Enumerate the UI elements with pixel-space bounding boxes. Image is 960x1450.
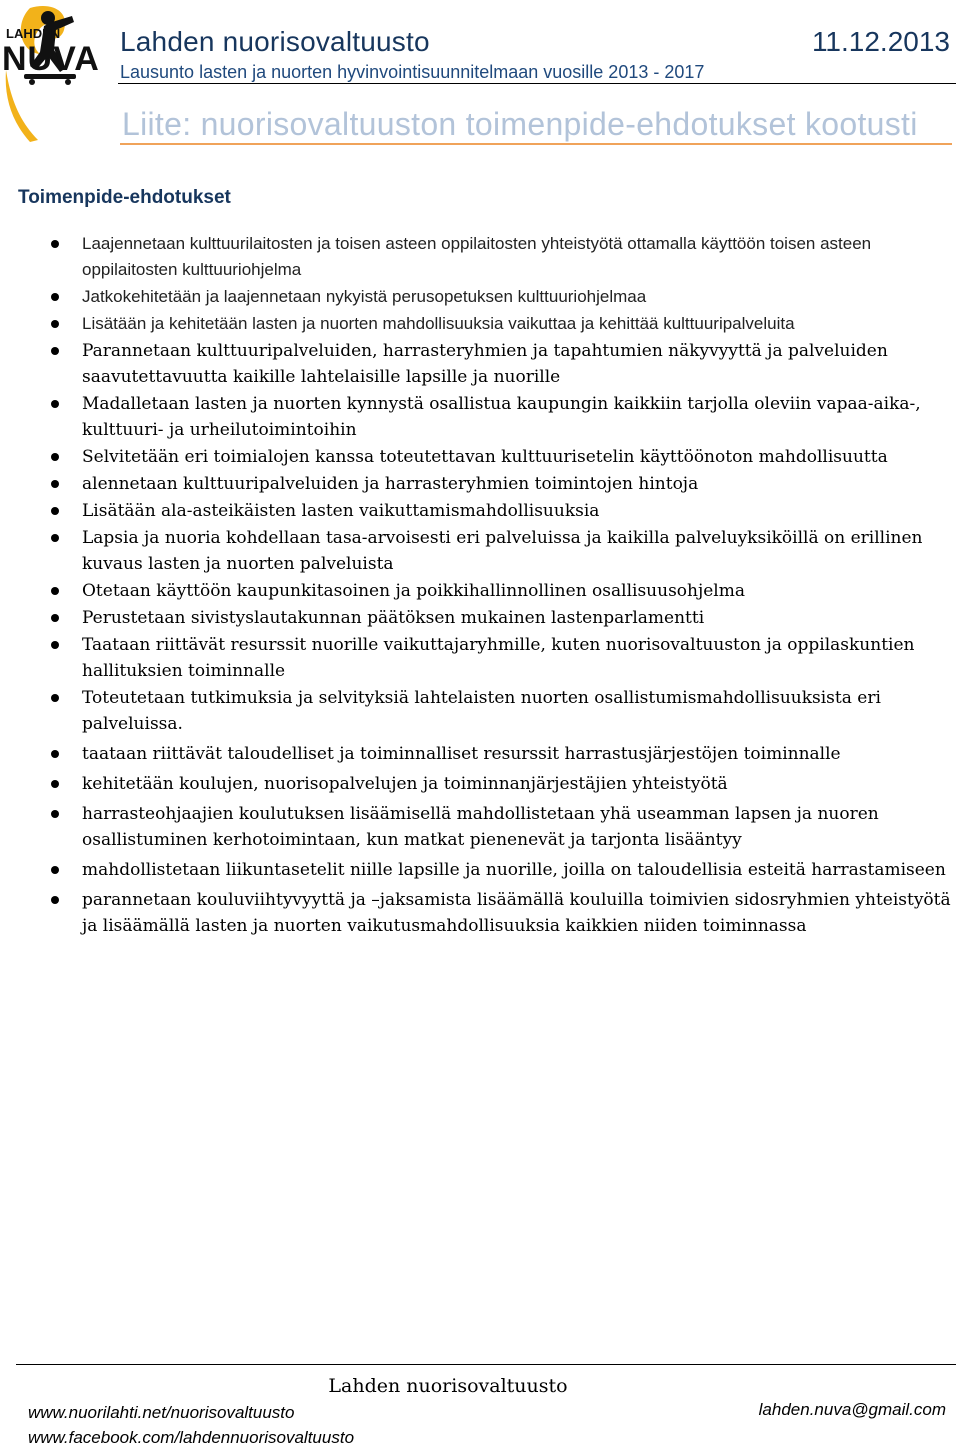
- header-divider: [118, 83, 956, 84]
- header-date: 11.12.2013: [811, 26, 950, 57]
- list-item: Lapsia ja nuoria kohdellaan tasa-arvoisesti eri palveluissa ja kaikilla palveluyksiköillä on erillinen kuvaus lasten ja nuorten palveluista: [0, 525, 960, 577]
- list-item: Selvitetään eri toimialojen kanssa toteutettavan kulttuurisetelin käyttöönoton mahdollisuutta: [0, 444, 960, 470]
- list-item: Otetaan käyttöön kaupunkitasoinen ja poikkihallinnollinen osallisuusohjelma: [0, 578, 960, 604]
- list-item: Lisätään ala-asteikäisten lasten vaikuttamismahdollisuuksia: [0, 498, 960, 524]
- header-subtitle: Lausunto lasten ja nuorten hyvinvointisuunnitelmaan vuosille 2013 - 2017: [120, 62, 705, 82]
- footer-divider: [16, 1364, 956, 1365]
- appendix-underline: [120, 143, 952, 145]
- list-item: Parannetaan kulttuuripalveluiden, harrasteryhmien ja tapahtumien näkyvyyttä ja palveluiden saavutettavuutta kaikille lahtelaisille lapsille ja nuorille: [0, 338, 960, 390]
- header-title: Lahden nuorisovaltuusto: [120, 26, 430, 57]
- list-item: mahdollistetaan liikuntasetelit niille lapsille ja nuorille, joilla on taloudellisia esteitä harrastamiseen: [0, 857, 960, 883]
- list-item: Jatkokehitetään ja laajennetaan nykyistä perusopetuksen kulttuuriohjelmaa: [0, 284, 960, 310]
- list-item: Lisätään ja kehitetään lasten ja nuorten mahdollisuuksia vaikuttaa ja kehittää kulttuuripalveluita: [0, 311, 960, 337]
- footer-links: [28, 1400, 354, 1450]
- logo-bottom-text: NUVA: [2, 40, 100, 78]
- list-item: Toteutetaan tutkimuksia ja selvityksiä lahtelaisten nuorten osallistumismahdollisuuksista eri palveluissa.: [0, 685, 960, 737]
- list-item: Laajennetaan kulttuurilaitosten ja toisen asteen oppilaitosten yhteistyötä ottamalla käyttöön toisen asteen oppilaitosten kulttuuriohjelma: [0, 231, 960, 283]
- list-item: Madalletaan lasten ja nuorten kynnystä osallistua kaupungin kaikkiin tarjolla oleviin vapaa-aika-, kulttuuri- ja urheilutoimintoihin: [0, 391, 960, 443]
- proposal-list: [0, 231, 960, 940]
- footer-email-link[interactable]: lahden.nuva@gmail.com: [758, 1400, 946, 1419]
- nuva-logo: [0, 0, 105, 145]
- list-item: kehitetään koulujen, nuorisopalvelujen ja toiminnanjärjestäjien yhteistyötä: [0, 771, 960, 797]
- list-item: Taataan riittävät resurssit nuorille vaikuttajaryhmille, kuten nuorisovaltuuston ja oppilaskuntien hallituksien toiminnalle: [0, 632, 960, 684]
- logo-figure-icon: [0, 0, 105, 145]
- appendix-title: Liite: nuorisovaltuuston toimenpide-ehdotukset kootusti: [122, 106, 918, 142]
- footer-org: Lahden nuorisovaltuusto: [328, 1375, 568, 1397]
- list-item: harrasteohjaajien koulutuksen lisäämisellä mahdollistetaan yhä useamman lapsen ja nuoren osallistuminen kerhotoimintaan, kun matkat pienenevät ja tarjonta lisääntyy: [0, 801, 960, 853]
- section-title: Toimenpide-ehdotukset: [18, 187, 231, 208]
- list-item: Perustetaan sivistyslautakunnan päätöksen mukainen lastenparlamentti: [0, 605, 960, 631]
- logo-top-text: LAHDEN: [6, 26, 61, 41]
- list-item: alennetaan kulttuuripalveluiden ja harrasteryhmien toimintojen hintoja: [0, 471, 960, 497]
- list-item: taataan riittävät taloudelliset ja toiminnalliset resurssit harrastusjärjestöjen toiminnalle: [0, 741, 960, 767]
- footer-web-link[interactable]: www.nuorilahti.net/nuorisovaltuusto: [28, 1403, 295, 1422]
- list-item: parannetaan kouluviihtyvyyttä ja –jaksamista lisäämällä kouluilla toimivien sidosryhmien yhteistyötä ja lisäämällä lasten ja nuorten vaikutusmahdollisuuksia kaikkien niiden toiminnassa: [0, 887, 960, 939]
- footer-facebook-link[interactable]: www.facebook.com/lahdennuorisovaltuusto: [28, 1428, 355, 1447]
